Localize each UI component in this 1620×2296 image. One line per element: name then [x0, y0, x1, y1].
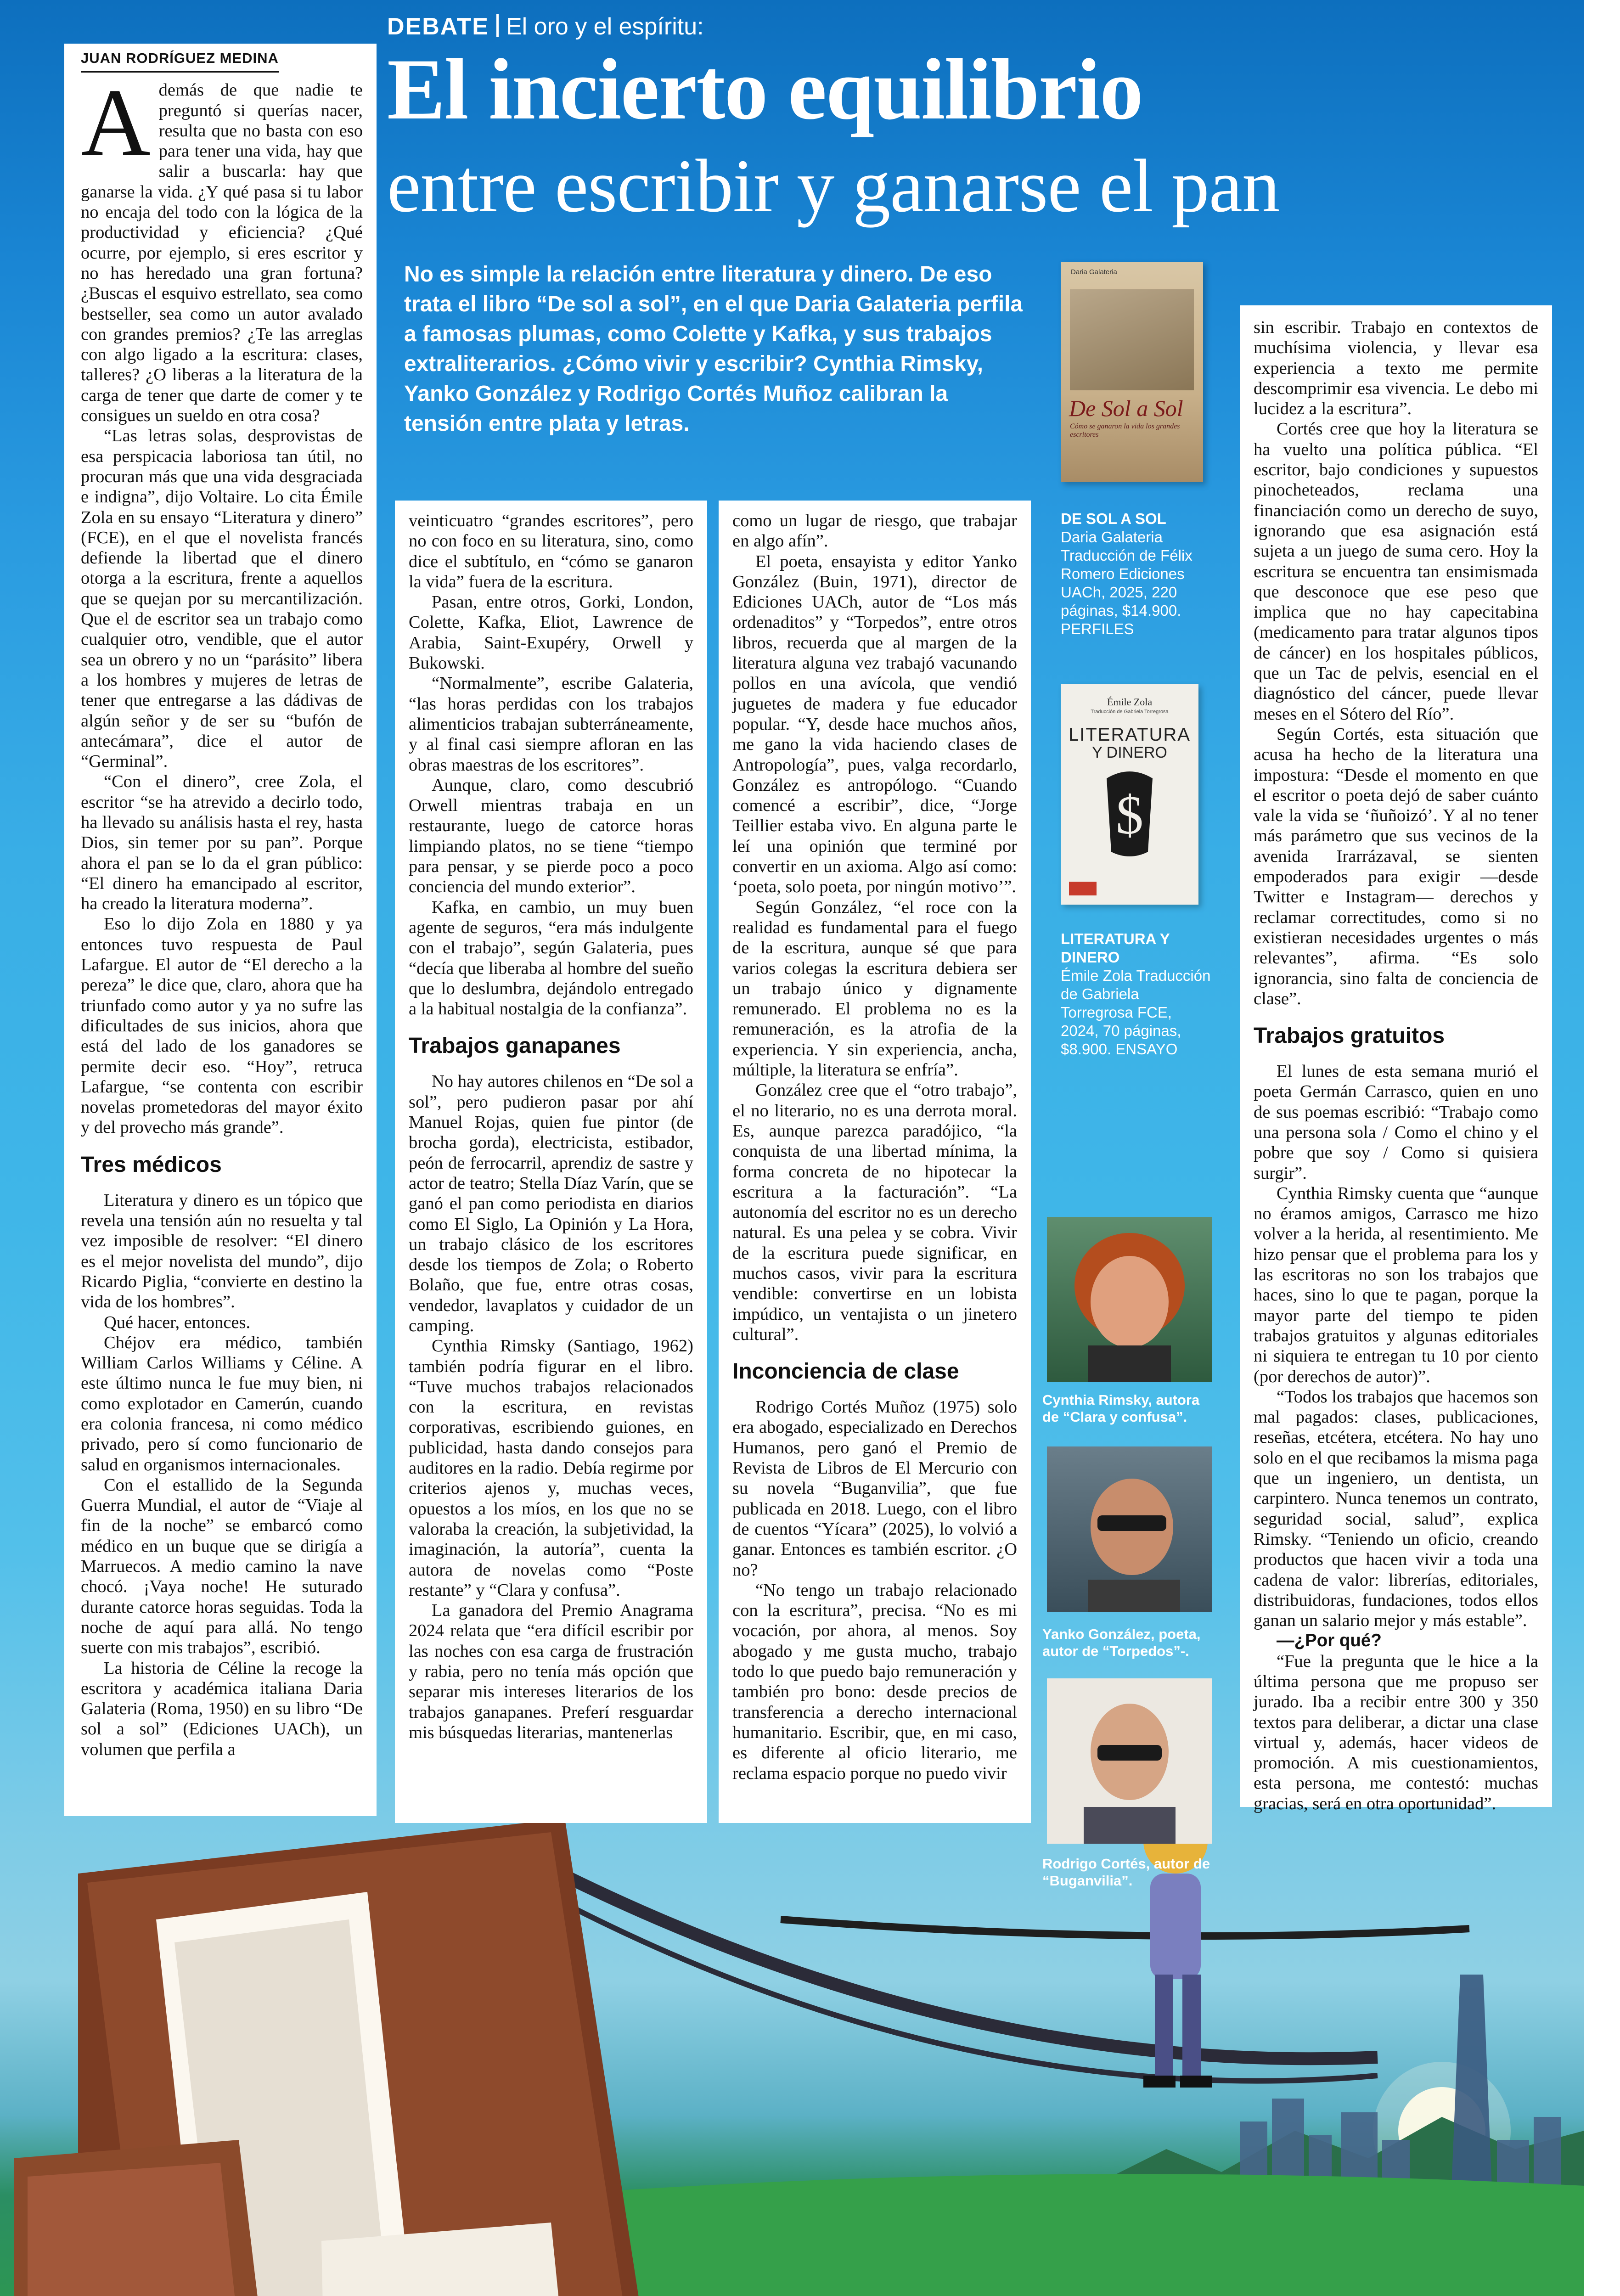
article-column-2 [395, 501, 707, 1823]
photo-caption: Rodrigo Cortés, autor de “Buganvilia”. [1042, 1856, 1210, 1889]
book-label-title: LITERATURA Y DINERO [1061, 930, 1170, 966]
subsection-label: El oro y el espíritu: [506, 13, 704, 40]
paragraph: como un lugar de riesgo, que trabajar en algo afín”. [732, 511, 1017, 551]
paragraph: “Normalmente”, escribe Galateria, “las horas perdidas con los trabajos alimenticios trabajan subterráneamente, y al final casi siempre afloran en las obras maestras de los escritores”. [409, 674, 693, 775]
cover-photo-shape [1070, 289, 1194, 390]
question-line: —¿Por qué? [1277, 1631, 1382, 1651]
book-label-info: Émile Zola Traducción de Gabriela Torregrosa FCE, 2024, 70 páginas, $8.900. ENSAYO [1061, 967, 1211, 1058]
paragraph: El lunes de esta semana murió el poeta Germán Carrasco, quien en uno de sus poemas escribió: “Trabajo como una persona sola / Como el chino y el pobre que soy / Como si quisiera surgir”. [1254, 1062, 1538, 1183]
photo-cynthia-rimsky [1047, 1217, 1212, 1382]
book-label-title: DE SOL A SOL [1061, 510, 1166, 527]
book-info-literatura-y-dinero [1061, 930, 1212, 1058]
article-column-4 [1240, 305, 1552, 1813]
paragraph: Con el estallido de la Segunda Guerra Mundial, el autor de “Viaje al fin de la noche” se embarcó como médico en un buque que se dirigía a Marruecos. A medio camino la nave chocó. ¡Vaya noche! He suturado durante catorce horas seguidas. Toda la noche de aquí para allá. No tengo suerte con mis trabajos”, escribió. [81, 1475, 363, 1658]
book-cover-de-sol-a-sol [1061, 262, 1203, 482]
byline: JUAN RODRÍGUEZ MEDINA [81, 48, 279, 73]
cover-title-b: Y DINERO [1092, 744, 1167, 761]
headline-line1: El incierto equilibrio [387, 41, 1142, 138]
lyre-dollar-icon [1097, 769, 1162, 861]
paragraph: Según Cortés, esta situación que acusa ha hecho de la literatura una impostura: “Desde el momento en que el escritor o poeta dejó de saber cuánto vale la vida se ‘ñuñoizó’. Y al no tener más parámetro que sus vecinos de la avenida Irarrázaval, se sienten empoderados para exigir —desde Twitter e Instagram— derechos y reclamar correctitudes, como si no existieran necesidades urgentes o más relevantes”, afirma. “Es solo ignorancia, sino falta de conciencia de clase”. [1254, 724, 1538, 1008]
subheading: Tres médicos [81, 1152, 222, 1177]
article-column-1 [64, 44, 377, 1816]
cover-author: Daria Galateria [1071, 268, 1117, 276]
book-cover-literatura-y-dinero [1061, 684, 1198, 905]
paragraph: Chéjov era médico, también William Carlos Williams y Céline. A este último nunca le fue muy bien, ni como explotador en Camerún, cuando era colonia francesa, ni como médico privado, pero sí como funcionario de salud en organismos internacionales. [81, 1333, 363, 1474]
paragraph: “Fue la pregunta que le hice a la última persona que me propuso ser jurado. Iba a recibir entre 300 y 350 textos para deliberar, a dictar una clase virtual y, además, hacer videos de promoción. A mis cuestionamientos, esta persona, me contestó: muchas gracias, será en otra oportunidad”. [1254, 1651, 1538, 1813]
paragraph: veinticuatro “grandes escritores”, pero no con foco en su literatura, sino, como dice el subtítulo, en “cómo se ganaron la vida” fuera de la escritura. [409, 511, 693, 591]
paragraph: González cree que el “otro trabajo”, el no literario, no es una derrota moral. Es, aunque parezca paradójico, “la conquista de una libertad mínima, la forma concreta de no hipotecar la escritura a la facturación”. “La autonomía del escritor no es un derecho natural. Es una pelea y se cobra. Vivir de la escritura puede significar, en muchos casos, vivir para la escritura vendible: convertirse en un lobista impúdico, un ventajista o un jinetero cultural”. [732, 1080, 1017, 1344]
paragraph: “Las letras solas, desprovistas de esa perspicacia laboriosa tan útil, no procuran más que una vida desgraciada e indigna”, dijo Voltaire. Lo cita Émile Zola en su ensayo “Literatura y dinero” (FCE), en el que el novelista francés defiende la libertad que el dinero otorga a la escritura, frente a aquellos que se quejan por su mercantilización. Que el de escritor sea un trabajo como cualquier otro, vendible, que el autor sea un obrero y no un “parásito” libera a los hombres y mujeres de letras de tener que entregarse a las dádivas de algún señor y de ser su “bufón de antecámara”, dice el autor de “Germinal”. [81, 426, 363, 771]
subheading: Trabajos gratuitos [1254, 1024, 1445, 1048]
paragraph: “Todos los trabajos que hacemos son mal pagados: clases, publicaciones, reseñas, etcétera, etcétera. No hay uno solo en el que recibamos la misma paga que un ingeniero, un dentista, un carpintero. Nunca tenemos un contrato, seguridad social, salud”, explica Rimsky. “Teniendo un oficio, creando productos que hacen vivir a toda una cadena de valor: librerías, editoriales, distribuidoras, fundaciones, todos ellos ganan un salario mejor y más estable”. [1254, 1387, 1538, 1631]
paragraph: Kafka, en cambio, un muy buen agente de seguros, “era más indulgente con el trabajo”, según Galateria, pues “decía que liberaba al hombre del sueño que lo deslumbra, dejándolo entregado a la habitual nostalgia de la confianza”. [409, 897, 693, 1019]
portrait-avatar [1047, 1217, 1212, 1382]
paragraph: Literatura y dinero es un tópico que revela una tensión aún no resuelta y tal vez imposible de resolver: “El dinero es el mejor novelista del mundo”, dijo Ricardo Piglia, “convierte en destino la vida de los hombres”. [81, 1190, 363, 1312]
paragraph: La ganadora del Premio Anagrama 2024 relata que “era difícil escribir por las noches con esa carga de frustración y rabia, pero no tenía más opción que separar mis intereses literarios de los trabajos ganapanes. Preferí resguardar mis búsquedas literarias, mantenerlas [409, 1601, 693, 1742]
photo-rodrigo-cortes [1047, 1678, 1212, 1844]
cover-translator: Traducción de Gabriela Torregrosa [1091, 709, 1169, 715]
paragraph: La historia de Céline la recoge la escritora y académica italiana Daria Galateria (Roma, 1950) en su libro “De sol a sol” (Ediciones UACh), un volumen que perfila a [81, 1658, 363, 1759]
book-label-info: Daria Galateria Traducción de Félix Romero Ediciones UACh, 2025, 220 páginas, $14.900. PERFILES [1061, 529, 1192, 637]
kicker-divider [496, 14, 499, 37]
cover-title: De Sol a Sol [1069, 395, 1183, 421]
headline-line2: entre escribir y ganarse el pan [387, 144, 1280, 228]
paragraph: El poeta, ensayista y editor Yanko González (Buin, 1971), director de Ediciones UACh, autor de “Los más ordenaditos” y “Torpedos”, entre otros libros, recuerda que al margen de la literatura alguna vez trabajó vacunando pollos en una avícola, que vendió juguetes de madera y fue educador popular. “Y, desde hace muchos años, me gano la vida haciendo clases de Antropología”, pues, valga recordarlo, González es antropólogo. “Cuando comencé a escribir”, dice, “Jorge Teillier estaba vivo. En alguna parte le leí una opinión que terminé por convertir en un axioma. Algo así como: ‘poeta, solo poeta, por ningún motivo’”. [732, 551, 1017, 897]
drop-cap: A [81, 69, 151, 176]
rope-bridge-shape [551, 1869, 1378, 2059]
paragraph: Qué hacer, entonces. [104, 1312, 251, 1332]
paragraph: Aunque, claro, como descubrió Orwell mientras trabaja en un restaurante, luego de catorce horas limpiando platos, no se tiene “tiempo para pensar, y se pierde poco a poco conciencia del mundo exterior”. [409, 775, 693, 897]
paragraph: Cynthia Rimsky cuenta que “aunque no éramos amigos, Carrasco me hizo volver a la herida, al resentimiento. Me hizo pensar que el problema para los y las escritoras no son los trabajos que haces, sino lo que te pagan, porque la mayor parte del tiempo te piden trabajos gratuitos y algunas editoriales ni siquiera te entregan tu 10 por ciento (por derechos de autor)”. [1254, 1183, 1538, 1386]
cover-subtitle: Cómo se ganaron la vida los grandes escritores [1070, 422, 1180, 439]
publisher-logo-icon [1069, 882, 1097, 895]
article-deck: No es simple la relación entre literatura y dinero. De eso trata el libro “De sol a sol”, en el que Daria Galateria perfila a famosas plumas, como Colette y Kafka, y sus trabajos extraliterarios. ¿Cómo vivir y escribir? Cynthia Rimsky, Yanko González y Rodrigo Cortés Muñoz calibran la tensión entre plata y letras. [404, 262, 1023, 436]
paragraph: Pasan, entre otros, Gorki, London, Colette, Kafka, Eliot, Lawrence de Arabia, Saint-Exupéry, Orwell y Bukowski. [409, 592, 693, 673]
svg-text:$: $ [1116, 784, 1143, 845]
balancing-pole-shape [781, 1919, 1469, 1936]
portrait-avatar [1047, 1446, 1212, 1612]
paragraph: No hay autores chilenos en “De sol a sol”, pero pudieron pasar por ahí Manuel Rojas, quien fue pintor (de brocha gorda), electricista, estibador, peón de ferrocarril, aprendiz de sastre y actor de teatro; Stella Díaz Varín, que se ganó el pan como periodista en diarios como El Siglo, La Opinión y La Hora, un trabajo clásico de los escritores desde los tiempos de Zola; o Roberto Bolaño, que fue, entre otras cosas, vendedor, lavaplatos y cuidador de un camping. [409, 1072, 693, 1335]
cover-author: Émile Zola [1107, 696, 1153, 708]
paragraph: Eso lo dijo Zola en 1880 y ya entonces tuvo respuesta de Paul Lafargue. El autor de “El derecho a la pereza” le dice que, claro, ahora que ha triunfado como autor y ya no sufre las dificultades de sus inicios, ahora que está del lado de los ganadores se permite decir eso. “Hoy”, retruca Lafargue, “se contenta con escribir novelas prometedoras del mayor éxito y del provecho más grande”. [81, 914, 363, 1137]
photo-caption: Yanko González, poeta, autor de “Torpedos”-. [1042, 1626, 1201, 1659]
subheading: Inconciencia de clase [732, 1359, 959, 1384]
paragraph: “No tengo un trabajo relacionado con la escritura”, precisa. “No es mi vocación, por ahora, al menos. Soy abogado y me gusta mucho, trabajo todo lo que puedo bajo remuneración y también pro bono: desde precios de transferencia a derecho internacional humanitario. Escribir, que, en mi caso, es diferente al oficio literario, me reclama espacio porque no puedo vivir [732, 1580, 1017, 1783]
book-info-de-sol-a-sol [1061, 510, 1212, 638]
paragraph: sin escribir. Trabajo en contextos de muchísima violencia, y llevar esa experiencia a texto me permite descomprimir esa vivencia. Le debo mi lucidez a la escritura”. [1254, 318, 1538, 419]
cover-title-a: LITERATURA [1069, 725, 1191, 745]
portrait-avatar [1047, 1678, 1212, 1844]
paragraph: “Con el dinero”, cree Zola, el escritor “se ha atrevido a decirlo todo, ha llevado su análisis hasta el rey, hasta Dios, sin temer por su pan”. Porque ahora el pan se lo da el gran público: “El dinero ha emancipado al escritor, ha creado la literatura moderna”. [81, 772, 363, 914]
paragraph: Cynthia Rimsky (Santiago, 1962) también podría figurar en el libro. “Tuve muchos trabajos relacionados con la escritura, en revistas corporativas, escribiendo guiones, en publicidad, hasta dando consejos para auditores en la radio. Debía regirme por criterios ajenos y, muchas veces, opuestos a los míos, en los que no se valoraba la creación, la subjetividad, la imaginación, la autoría”, cuenta la autora de novelas como “Poste restante” y “Clara y confusa”. [409, 1336, 693, 1600]
page-margin-right [1584, 0, 1620, 2296]
photo-caption: Cynthia Rimsky, autora de “Clara y confusa”. [1042, 1392, 1200, 1425]
section-label: DEBATE [387, 13, 489, 40]
photo-yanko-gonzalez [1047, 1446, 1212, 1612]
lead-paragraph: Además de que nadie te preguntó si querías nacer, resulta que no basta con eso para tener una vida, hay que salir a buscarla: hay que ganarse la vida. ¿Y qué pasa si tu labor no encaja del todo con la lógica de la productividad y eficiencia? ¿Qué ocurre, por ejemplo, si eres escritor y no has heredado una gran fortuna? ¿Buscas el esquivo estrellato, sea como bestseller, sea como un autor avalado con grandes premios? ¿Te las arreglas con algo ligado a la escritura: clases, talleres? ¿O liberas a la literatura de la carga de tener que darte de comer y te consigues un sueldo en otra cosa? [81, 69, 363, 426]
article-column-3 [719, 501, 1031, 1823]
paragraph: Rodrigo Cortés Muñoz (1975) solo era abogado, especializado en Derechos Humanos, pero ganó el Premio de Revista de Libros de El Mercurio con su novela “Buganvilia”, que fue publicada en 2018. Luego, con el libro de cuentos “Yícara” (2025), lo volvió a ganar. Entonces es también escritor. ¿O no? [732, 1397, 1017, 1580]
section-kicker [387, 13, 704, 40]
paragraph: Cortés cree que hoy la literatura se ha vuelto una política pública. “El escritor, bajo condiciones y supuestos pinocheteados, reclama una financiación como un derecho de suyo, ignorando que esa asignación está sujeta a un juego de suma cero. Hoy la escritura se encuentra tan ensimismada que desconoce que ese peso que implica que no hay capecitabina (medicamento para tratar algunos tipos de cáncer) en los hospitales públicos, que un Tac de pelvis, esencial en el diagnóstico del cáncer, puede llevar meses en el Sótero del Río”. [1254, 419, 1538, 724]
paragraph: Según González, “el roce con la realidad es fundamental para el fuego de la escritura, aunque sé que para varios colegas la escritura debiera ser un trabajo único y dignamente remunerado. El problema no es la remuneración, es la atrofia de la experiencia. Y sin experiencia, ancha, múltiple, la literatura se enfría”. [732, 897, 1017, 1080]
subheading: Trabajos ganapanes [409, 1034, 621, 1058]
